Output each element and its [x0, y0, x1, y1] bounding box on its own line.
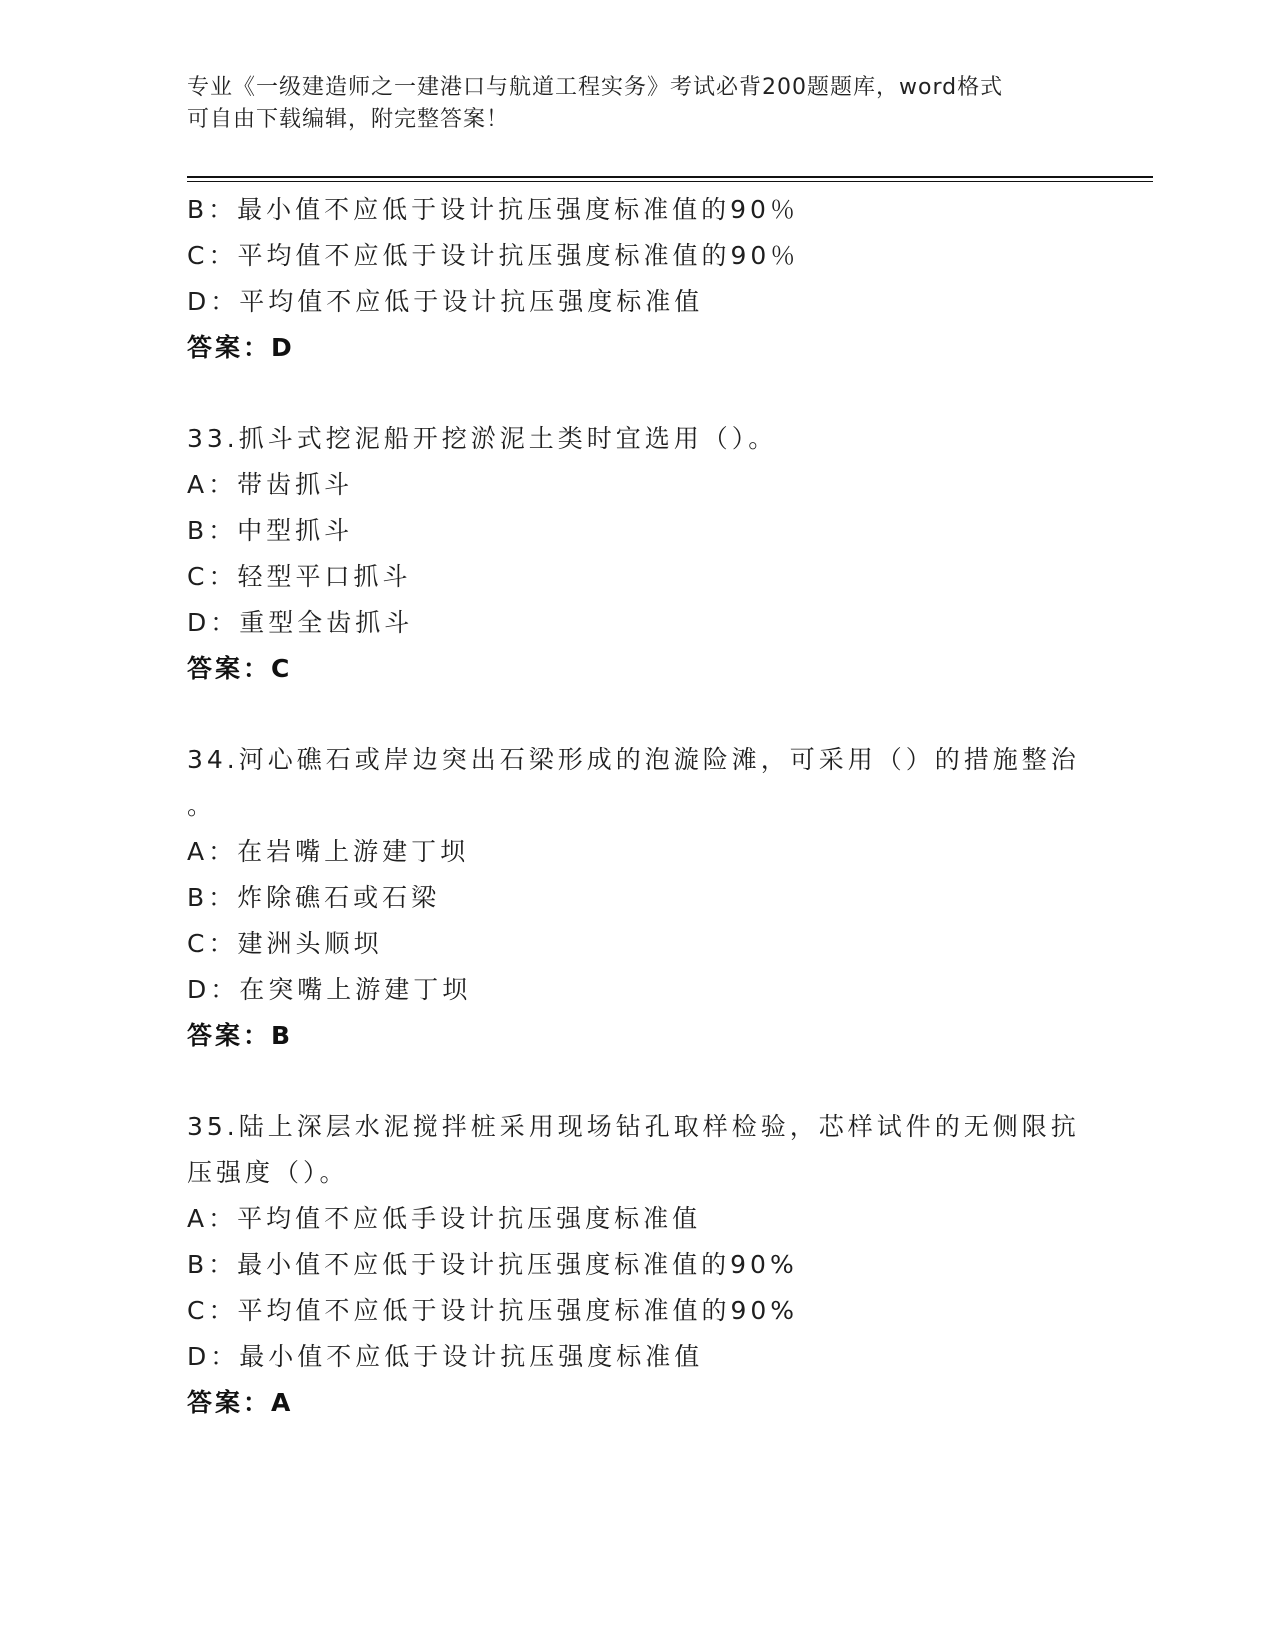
option-a: A：带齿抓斗 [187, 470, 354, 499]
spacer [187, 692, 1087, 737]
option-b: B：最小值不应低于设计抗压强度标准值的90％ [187, 195, 799, 224]
question-stem-line-2: 。 [187, 791, 217, 820]
header-rule-thick [187, 176, 1153, 178]
question-stem-line-2: 压强度（）。 [187, 1158, 349, 1187]
question-32-tail [187, 187, 1087, 371]
answer-label: 答案：B [187, 1021, 294, 1050]
header-line-1: 专业《一级建造师之一建港口与航道工程实务》考试必背200题题库，word格式 [187, 75, 1004, 100]
option-d: D：平均值不应低于设计抗压强度标准值 [187, 287, 704, 316]
option-d: D：在突嘴上游建丁坝 [187, 975, 472, 1004]
option-b: B：炸除礁石或石梁 [187, 883, 441, 912]
question-34 [187, 737, 1087, 1059]
option-c: C：轻型平口抓斗 [187, 562, 412, 591]
option-d: D：重型全齿抓斗 [187, 608, 414, 637]
question-content [187, 187, 1087, 1426]
option-b: B：中型抓斗 [187, 516, 354, 545]
spacer [187, 1059, 1087, 1104]
answer-label: 答案：C [187, 654, 293, 683]
header-rule-thin [187, 181, 1153, 182]
answer-label: 答案：A [187, 1388, 294, 1417]
question-33 [187, 416, 1087, 692]
question-stem-line-1: 35.陆上深层水泥搅拌桩采用现场钻孔取样检验，芯样试件的无侧限抗 [187, 1112, 1080, 1141]
option-c: C：建洲头顺坝 [187, 929, 383, 958]
question-stem: 33.抓斗式挖泥船开挖淤泥土类时宜选用（）。 [187, 424, 778, 453]
spacer [187, 371, 1087, 416]
option-b: B：最小值不应低于设计抗压强度标准值的90% [187, 1250, 798, 1279]
question-35 [187, 1104, 1087, 1426]
header-line-2: 可自由下载编辑，附完整答案！ [187, 107, 510, 132]
answer-label: 答案：D [187, 333, 295, 362]
option-c: C：平均值不应低于设计抗压强度标准值的90% [187, 1296, 799, 1325]
option-c: C：平均值不应低于设计抗压强度标准值的90％ [187, 241, 800, 270]
option-a: A：平均值不应低手设计抗压强度标准值 [187, 1204, 702, 1233]
option-a: A：在岩嘴上游建丁坝 [187, 837, 470, 866]
option-d: D：最小值不应低于设计抗压强度标准值 [187, 1342, 704, 1371]
document-header [187, 72, 1067, 136]
question-stem-line-1: 34.河心礁石或岸边突出石梁形成的泡漩险滩，可采用（）的措施整治 [187, 745, 1080, 774]
